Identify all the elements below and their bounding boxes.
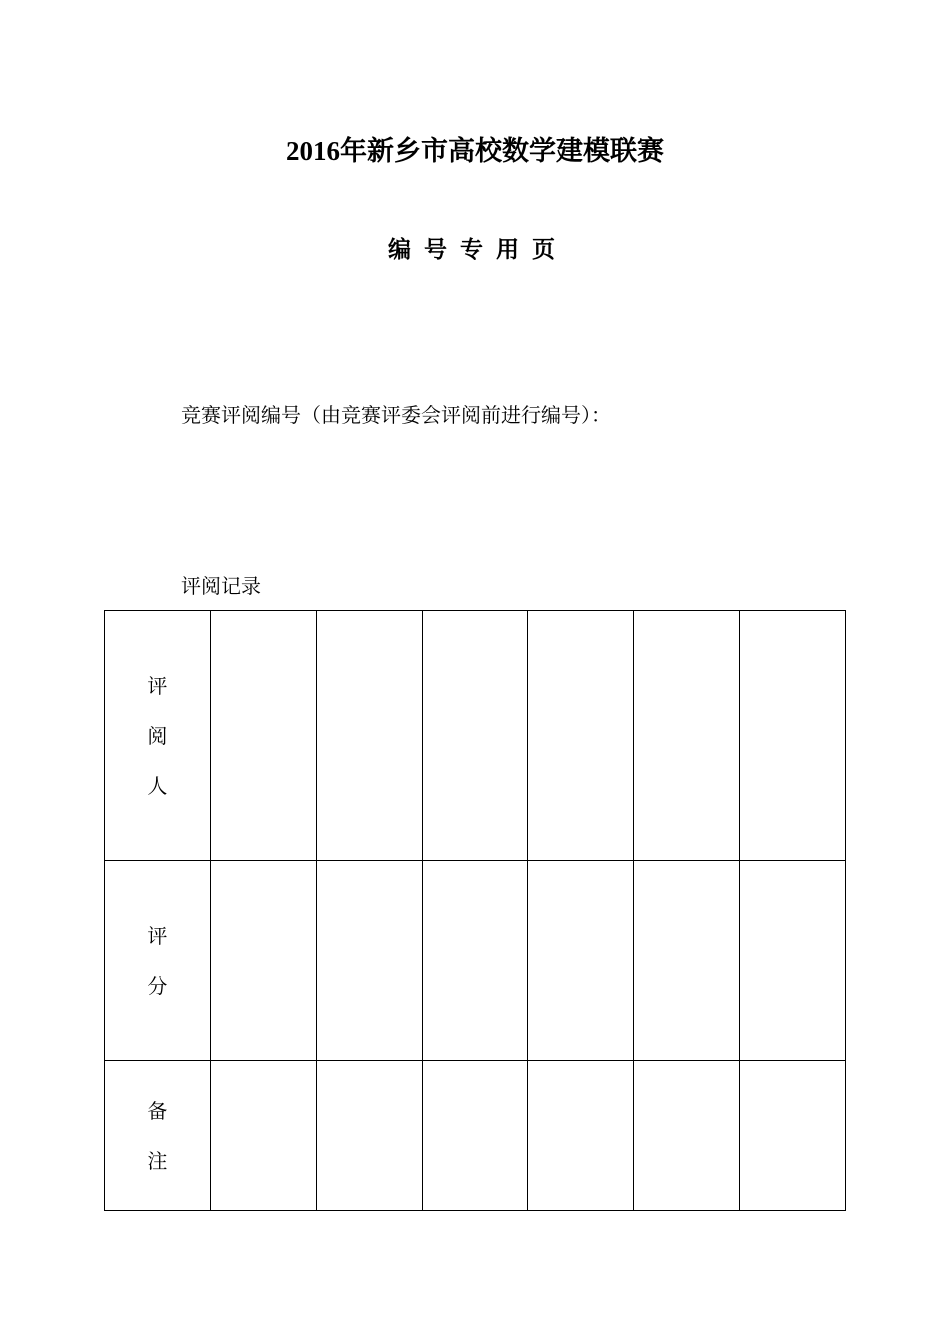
score-cell[interactable] <box>210 861 316 1061</box>
score-cell[interactable] <box>528 861 634 1061</box>
competition-number-label: 竞赛评阅编号（由竞赛评委会评阅前进行编号）： <box>181 403 611 427</box>
row-header-score <box>105 861 211 1061</box>
review-record-label: 评阅记录 <box>181 574 261 598</box>
reviewer-cell[interactable] <box>316 611 422 861</box>
remark-cell[interactable] <box>422 1061 528 1211</box>
remark-cell[interactable] <box>634 1061 740 1211</box>
row-header-char: 阅 <box>147 723 168 748</box>
reviewer-cell[interactable] <box>634 611 740 861</box>
reviewer-cell[interactable] <box>528 611 634 861</box>
row-header-char: 评 <box>147 673 168 698</box>
score-cell[interactable] <box>422 861 528 1061</box>
row-header-char: 备 <box>147 1098 168 1123</box>
reviewer-cell[interactable] <box>740 611 846 861</box>
row-header-reviewer <box>105 611 211 861</box>
table-row-reviewer <box>105 611 846 861</box>
remark-cell[interactable] <box>316 1061 422 1211</box>
table-row-score <box>105 861 846 1061</box>
remark-cell[interactable] <box>740 1061 846 1211</box>
table-row-remark <box>105 1061 846 1211</box>
row-header-char: 注 <box>147 1148 168 1173</box>
score-cell[interactable] <box>740 861 846 1061</box>
score-cell[interactable] <box>316 861 422 1061</box>
document-title: 2016年新乡市高校数学建模联赛 <box>286 136 664 166</box>
row-header-char: 分 <box>147 973 168 998</box>
page-subtitle: 编号专用页 <box>388 236 568 263</box>
remark-cell[interactable] <box>210 1061 316 1211</box>
reviewer-cell[interactable] <box>422 611 528 861</box>
row-header-remark <box>105 1061 211 1211</box>
remark-cell[interactable] <box>528 1061 634 1211</box>
row-header-char: 评 <box>147 923 168 948</box>
review-record-table <box>104 610 846 1211</box>
row-header-char: 人 <box>147 773 168 798</box>
reviewer-cell[interactable] <box>210 611 316 861</box>
score-cell[interactable] <box>634 861 740 1061</box>
